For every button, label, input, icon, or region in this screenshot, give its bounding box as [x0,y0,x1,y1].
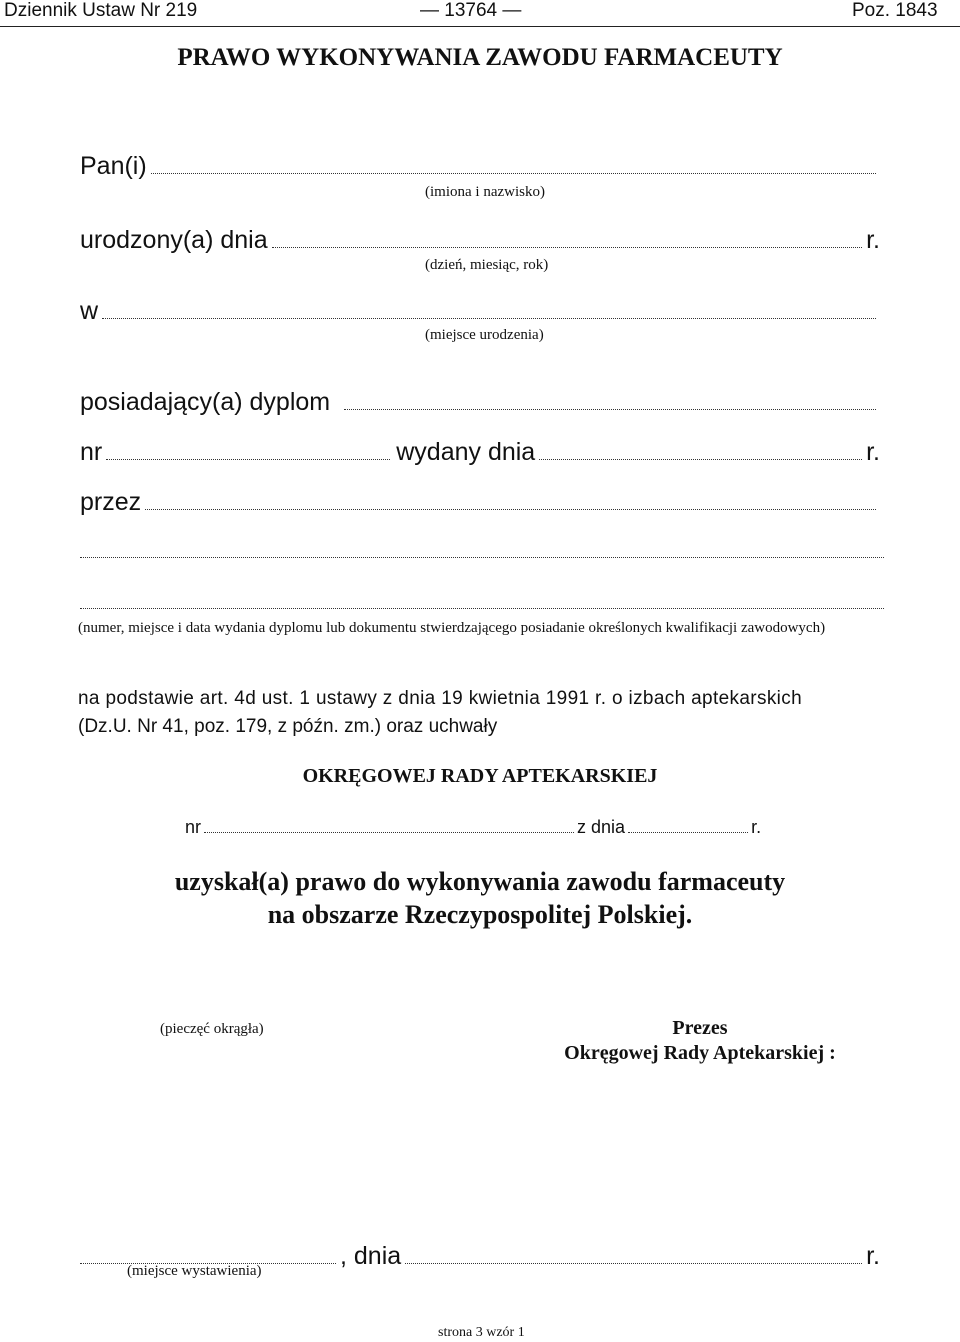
issuer-row [80,476,880,516]
diploma-number-label: nr [80,438,103,466]
name-blank-line[interactable] [151,172,876,174]
issue-date-label: , dnia [340,1242,402,1270]
diploma-number-blank-line[interactable] [106,458,390,460]
name-label: Pan(i) [80,152,147,180]
birth-date-hint: (dzień, miesiąc, rok) [425,257,549,273]
resolution-date-label: z dnia [577,817,626,837]
birth-date-suffix: r. [866,226,880,254]
birth-place-blank-line[interactable] [102,317,876,319]
page-number: — 13764 — [420,0,522,21]
name-hint: (imiona i nazwisko) [425,184,545,200]
issue-date-blank-line[interactable] [405,1262,862,1264]
issuer-label: przez [80,488,142,516]
legal-basis-line-1: na podstawie art. 4d ust. 1 ustawy z dnia 19 kwietnia 1991 r. o izbach aptekarskich [78,688,803,709]
birth-place-hint: (miejsce urodzenia) [425,327,544,343]
issued-date-suffix: r. [866,438,880,466]
document-title: PRAWO WYKONYWANIA ZAWODU FARMACEUTY [177,44,783,71]
diploma-number-row [80,426,880,466]
name-field-row [80,140,880,180]
grant-line-1: uzyskał(a) prawo do wykonywania zawodu farmaceuty [174,867,786,896]
issued-date-blank-line[interactable] [539,458,862,460]
diploma-row [80,376,880,416]
diploma-label: posiadający(a) dyplom [80,388,331,416]
journal-title: Dziennik Ustaw Nr 219 [4,0,198,21]
diploma-blank-line[interactable] [344,408,876,410]
issue-date-suffix: r. [866,1242,880,1270]
birth-date-label: urodzony(a) dnia [80,226,268,254]
resolution-row [185,810,805,838]
birth-place-label: w [80,297,99,325]
header-rule [0,26,960,27]
legal-basis-line-2: (Dz.U. Nr 41, poz. 179, z późn. zm.) oraz uchwały [78,716,498,737]
resolution-number-blank-line[interactable] [204,831,574,833]
resolution-date-blank-line[interactable] [628,831,748,833]
signature-council: Okręgowej Rady Aptekarskiej : [564,1042,836,1064]
council-name: OKRĘGOWEJ RADY APTEKARSKIEJ [302,765,658,787]
signature-title: Prezes [672,1017,728,1039]
resolution-number-label: nr [185,817,202,837]
page-footer: strona 3 wzór 1 [438,1325,525,1340]
seal-hint: (pieczęć okrągła) [160,1021,264,1037]
birth-date-row [80,214,880,254]
issuer-blank-line[interactable] [145,508,876,510]
birth-date-blank-line[interactable] [272,246,862,248]
grant-line-2: na obszarze Rzeczypospolitej Polskiej. [267,900,693,929]
issue-place-hint: (miejsce wystawienia) [127,1263,262,1279]
birth-place-row [80,285,880,325]
issuer-blank-line-2[interactable] [80,557,884,558]
issuer-blank-line-3[interactable] [80,608,884,609]
diploma-details-hint: (numer, miejsce i data wydania dyplomu lub dokumentu stwierdzającego posiadanie określonych kwalifikacji zawodowych) [78,620,826,636]
issued-date-label: wydany dnia [396,438,536,466]
resolution-date-suffix: r. [751,817,762,837]
position-number: Poz. 1843 [852,0,938,21]
